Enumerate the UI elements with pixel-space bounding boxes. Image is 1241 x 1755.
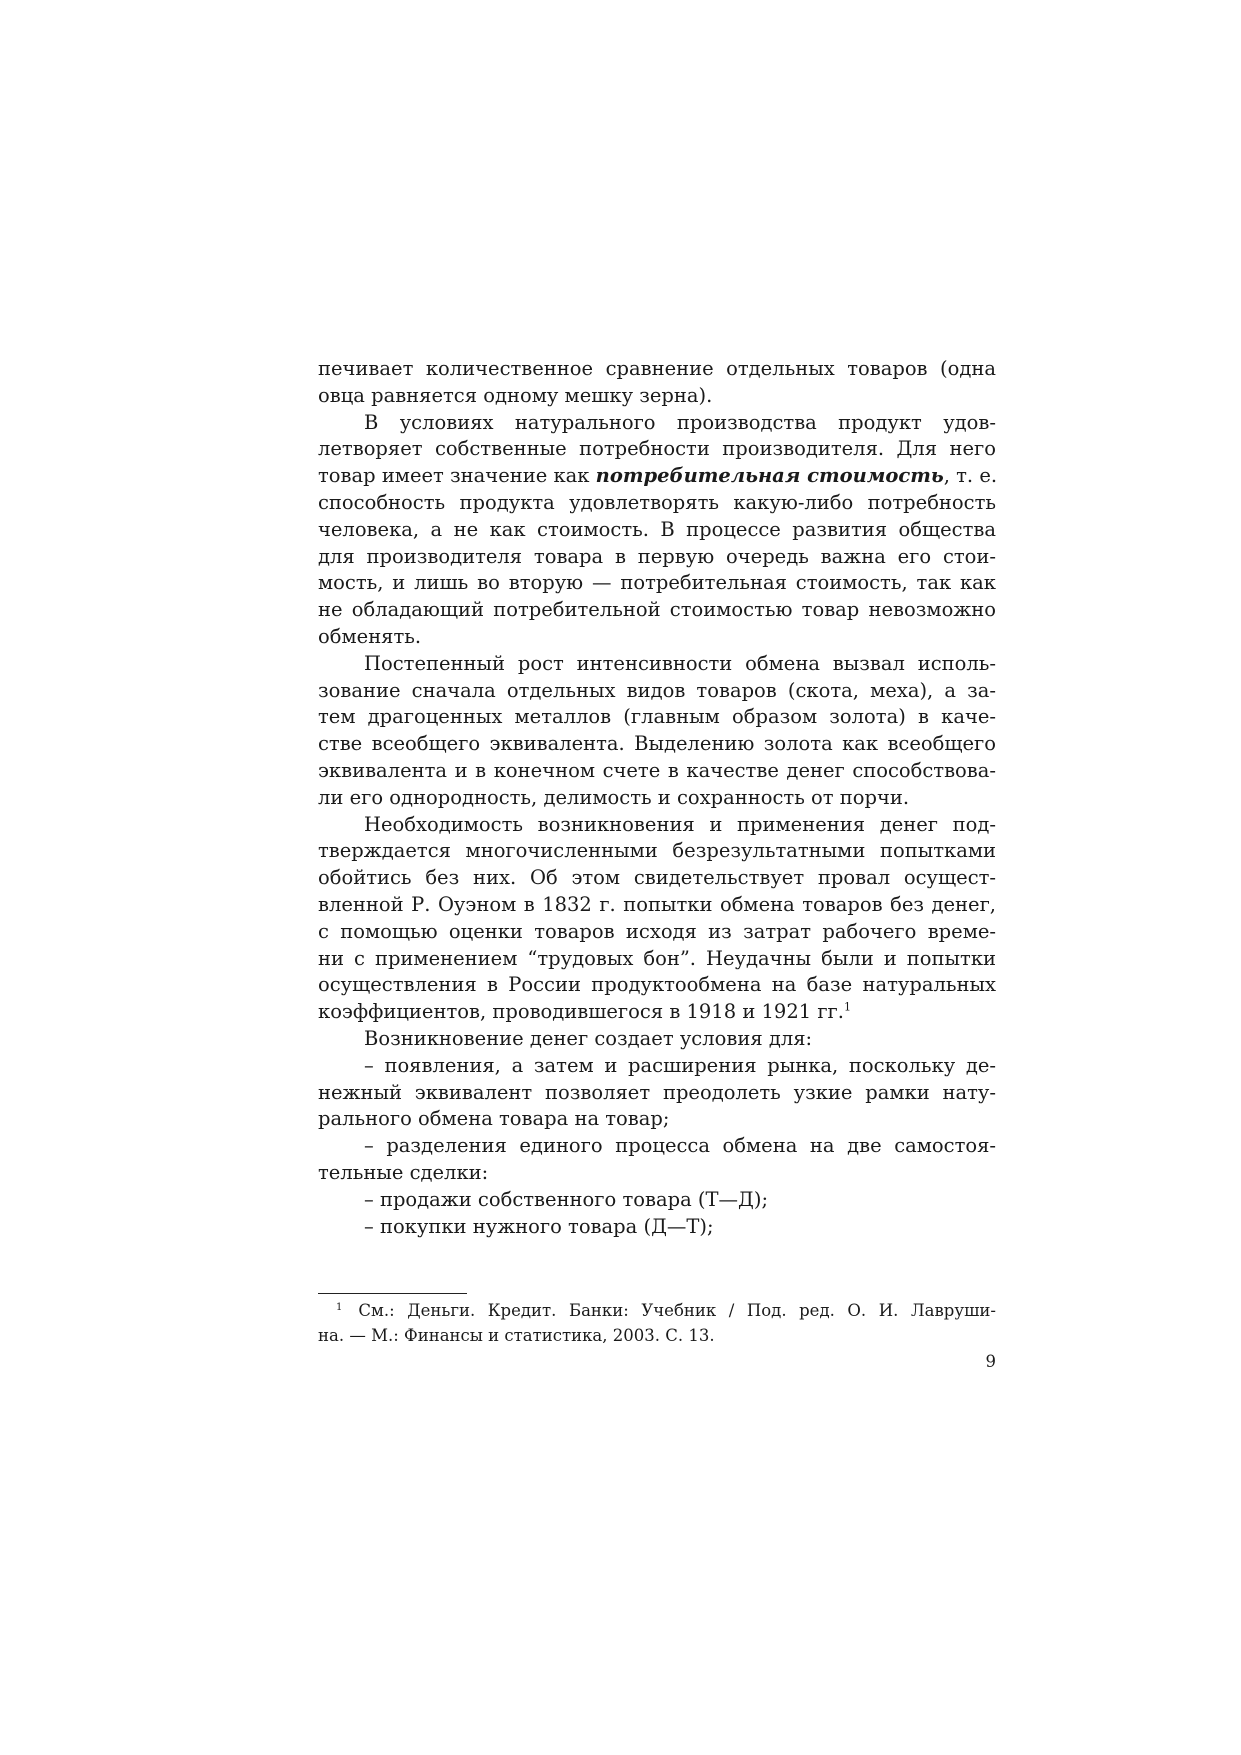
text-line: Постепенный рост интенсивности обмена вызвал исполь-: [364, 651, 996, 675]
footnote-mark: 1: [336, 1301, 343, 1313]
text-line: В условиях натурального производства продукт удов-: [364, 410, 996, 434]
text-line: с помощью оценки товаров исходя из затрат рабочего време-: [318, 919, 996, 943]
text-line: вленной Р. Оуэном в 1832 г. попытки обмена товаров без денег,: [318, 892, 996, 916]
text-line: ли его однородность, делимость и сохранность от порчи.: [318, 785, 910, 809]
text-line: тем драгоценных металлов (главным образом золота) в каче-: [318, 705, 996, 729]
emphasized-term: потребительная стоимость: [595, 464, 944, 488]
text-line: Необходимость возникновения и применения денег под-: [364, 812, 996, 836]
text-line: рального обмена товара на товар;: [318, 1107, 670, 1131]
list-item: – разделения единого процесса обмена на две самостоя-: [364, 1134, 996, 1158]
text-line: мость, и лишь во вторую — потребительная стоимость, так как: [318, 571, 996, 595]
footnote-reference[interactable]: 1: [843, 1000, 851, 1014]
footnote-divider: [318, 1293, 467, 1294]
list-item: – появления, а затем и расширения рынка, поскольку де-: [364, 1053, 996, 1077]
text-fragment: товар имеет значение как: [318, 464, 596, 488]
body-text: [318, 356, 996, 1240]
list-item: – продажи собственного товара (Т—Д);: [364, 1187, 769, 1211]
text-line: нежный эквивалент позволяет преодолеть узкие рамки нату-: [318, 1080, 996, 1104]
text-line: зование сначала отдельных видов товаров (скота, меха), а за-: [318, 678, 996, 702]
footnote-line: [318, 1298, 996, 1323]
text-line: [318, 463, 996, 490]
text-line: эквивалента и в конечном счете в качестве денег способствова-: [318, 758, 996, 782]
list-item: – покупки нужного товара (Д—Т);: [364, 1214, 714, 1238]
text-line: тельные сделки:: [318, 1160, 489, 1184]
footnote-text: См.: Деньги. Кредит. Банки: Учебник / Под. ред. О. И. Лавруши-: [358, 1301, 996, 1320]
footnote-line: на. — М.: Финансы и статистика, 2003. С. 13.: [318, 1326, 715, 1345]
text-line: тверждается многочисленными безрезультатными попытками: [318, 839, 996, 863]
text-line: ни с применением “трудовых бон”. Неудачны были и попытки: [318, 946, 996, 970]
text-line: обменять.: [318, 624, 422, 648]
text-line: не обладающий потребительной стоимостью товар невозможно: [318, 598, 996, 622]
footnote: [318, 1298, 996, 1348]
text-line: [318, 999, 996, 1026]
text-line: осуществления в России продуктообмена на базе натуральных: [318, 973, 996, 997]
text-line: для производителя товара в первую очередь важна его стои-: [318, 544, 996, 568]
text-line: человека, а не как стоимость. В процессе развития общества: [318, 517, 996, 541]
text-line: обойтись без них. Об этом свидетельствует провал осущест-: [318, 866, 996, 890]
text-line: стве всеобщего эквивалента. Выделению золота как всеобщего: [318, 732, 996, 756]
text-line: способность продукта удовлетворять какую-либо потребность: [318, 490, 996, 514]
text-line: Возникновение денег создает условия для:: [364, 1026, 813, 1050]
text-line: печивает количественное сравнение отдельных товаров (одна: [318, 357, 996, 380]
text-line: овца равняется одному мешку зерна).: [318, 383, 713, 407]
text-fragment: коэффициентов, проводившегося в 1918 и 1921 гг.: [318, 1000, 844, 1024]
text-line: летворяет собственные потребности производителя. Для него: [318, 437, 996, 461]
page-number: 9: [985, 1352, 996, 1371]
text-fragment: , т. е.: [943, 464, 998, 488]
